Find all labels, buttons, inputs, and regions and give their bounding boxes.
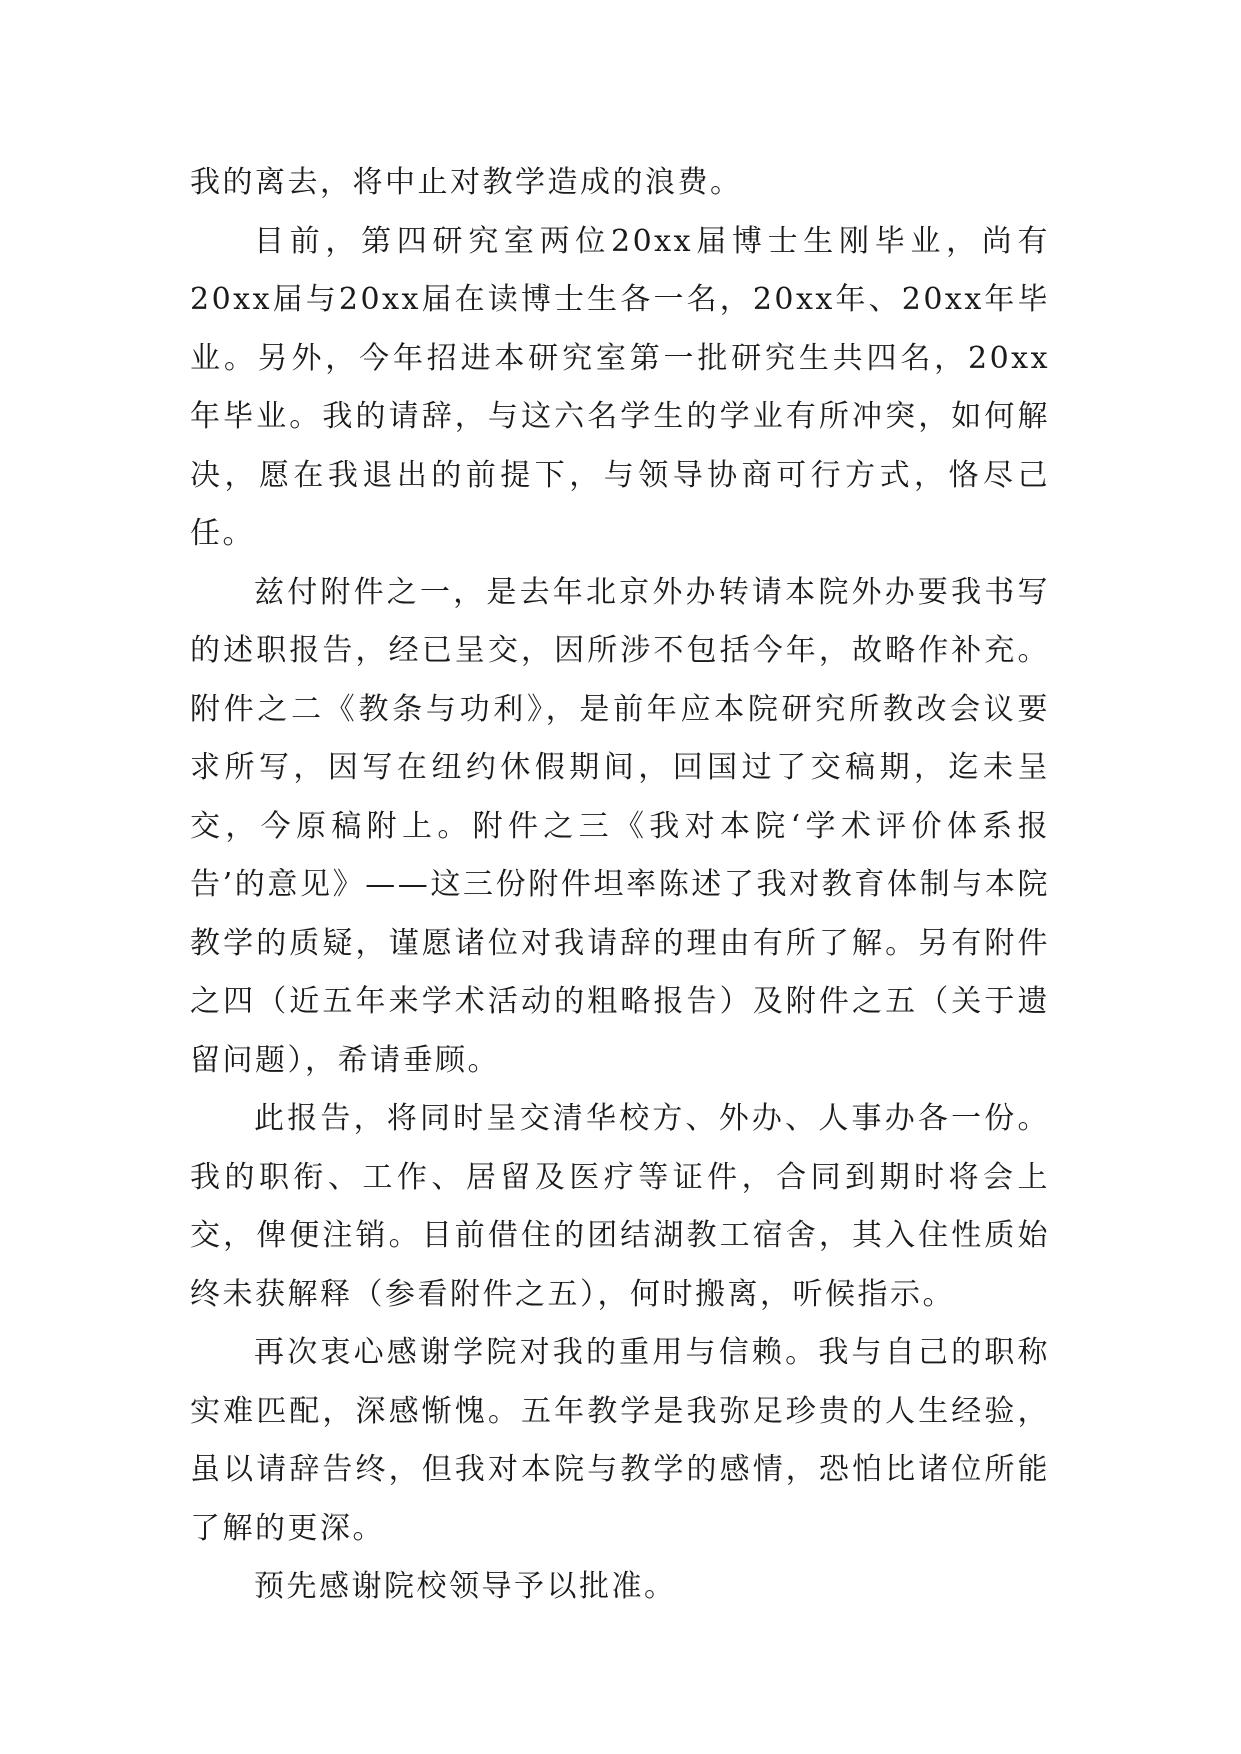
paragraph-3: 兹付附件之一，是去年北京外办转请本院外办要我书写的述职报告，经已呈交，因所涉不包括今年，故略作补充。附件之二《教条与功利》，是前年应本院研究所教改会议要求所写，因写在纽约休假期间，回国过了交稿期，迄未呈交，今原稿附上。附件之三《我对本院‘学术评价体系报告’的意见》——这三份附件坦率陈述了我对教育体制与本院教学的质疑，谨愿诸位对我请辞的理由有所了解。另有附件之四（近五年来学术活动的粗略报告）及附件之五（关于遗留问题），希请垂顾。 — [190, 574, 1050, 1078]
paragraph-6: 预先感谢院校领导予以批准。 — [254, 1569, 677, 1604]
paragraph-5: 再次衷心感谢学院对我的重用与信赖。我与自己的职称实难匹配，深感惭愧。五年教学是我弥足珍贵的人生经验，虽以请辞告终，但我对本院与教学的感情，恐怕比诸位所能了解的更深。 — [190, 1335, 1050, 1546]
paragraph-1: 我的离去，将中止对教学造成的浪费。 — [190, 165, 743, 200]
paragraph-2: 目前，第四研究室两位20xx届博士生刚毕业，尚有20xx届与20xx届在读博士生各一名，20xx年、20xx年毕业。另外，今年招进本研究室第一批研究生共四名，20xx年毕业。我的请辞，与这六名学生的学业有所冲突，如何解决，愿在我退出的前提下，与领导协商可行方式，恪尽己任。 — [190, 223, 1050, 551]
document-body — [190, 154, 1050, 1617]
paragraph-4: 此报告，将同时呈交清华校方、外办、人事办各一份。我的职衔、工作、居留及医疗等证件，合同到期时将会上交，俾便注销。目前借住的团结湖教工宿舍，其入住性质始终未获解释（参看附件之五），何时搬离，听候指示。 — [190, 1101, 1050, 1312]
